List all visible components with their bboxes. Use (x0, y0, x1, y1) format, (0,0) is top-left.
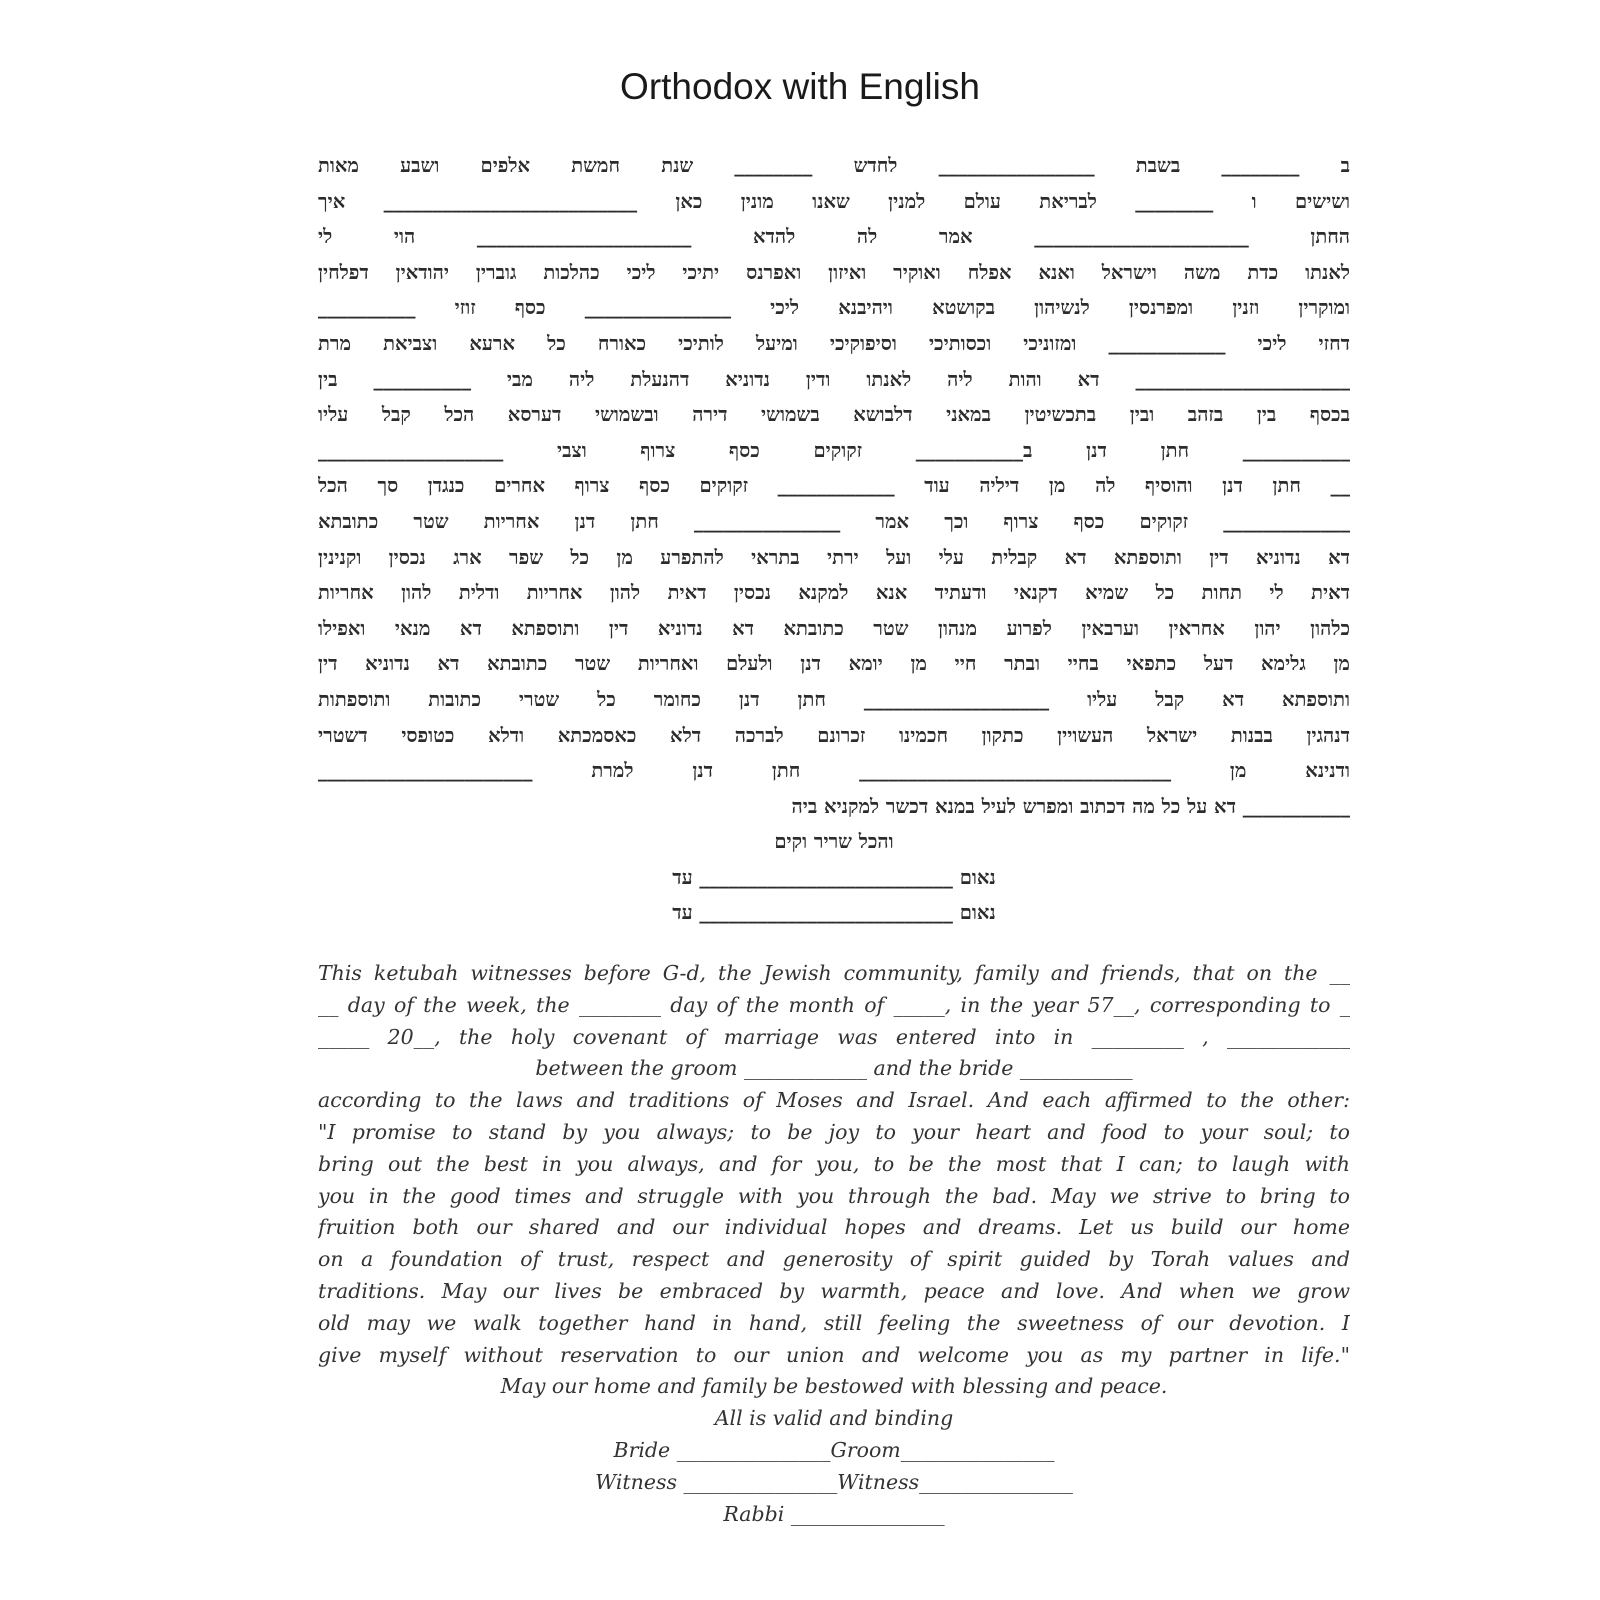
english-line: fruition both our shared and our individual hopes and dreams. Let us build our home (318, 1215, 1350, 1240)
hebrew-line: ב ________ בשבת ________________ לחדש ________ שנת חמשת אלפים ושבע מאות (318, 154, 1350, 177)
hebrew-line: מן גלימא דעל כתפאי בחיי ובתר חיי מן יומא דנן ולעלם ואחריות שטר כתובתא דא נדוניא דין (318, 652, 1350, 676)
hebrew-line: ותוספתא דא קבל עליו ___________________ חתן דנן כחומר כל שטרי כתובות ותוספתות (318, 687, 1350, 711)
hebrew-line: ______________________ דא והות ליה לאנתו ודין נדוניא דהנעלת ליה מבי __________ בין (318, 367, 1350, 391)
hebrew-line: ושישים ו ________ לבריאת עולם למנין שאנו מונין כאן __________________________ איך (318, 189, 1350, 213)
hebrew-line: __ חתן דנן והוסיף לה מן דיליה עוד ____________ זקוקים כסף צרוף אחרים כנגדן סך הכל (318, 474, 1350, 498)
hebrew-line: דאית לי תחות כל שמיא דקנאי ודעתיד אנא למקנא נכסין דאית להון אחריות ודלית להון אחריות (318, 581, 1350, 605)
english-line: you in the good times and struggle with you through the bad. May we strive to bring to (318, 1183, 1350, 1208)
english-line: _____ 20__, the holy covenant of marriage was entered into in _________ , ____________ (318, 1024, 1350, 1049)
hebrew-line: בכסף בין בזהב ובין בתכשיטין במאני דלבושא בשמושי דירה ובשמושי דערסא הכל קבל עליו (318, 403, 1350, 427)
hebrew-line: דנהגין בבנות ישראל העשויין כתקון חכמינו זכרונם לברכה דלא כאסמכתא ודלא כטופסי דשטרי (318, 723, 1350, 747)
english-line: __ day of the week, the ________ day of the month of _____, in the year 57__, corresponding to _ (318, 992, 1350, 1017)
hebrew-line: ומוקרין וזנין ומפרנסין לנשיהון בקושטא ויהיבנא ליכי _______________ כסף זוזי __________ (318, 296, 1350, 320)
hebrew-line: ודנינא מן ________________________________ חתן דנן למרת ______________________ (318, 759, 1350, 783)
hebrew-line: _____________ זקוקים כסף צרוף וכך אמר _______________ חתן דנן אחריות שטר כתובתא (318, 509, 1350, 533)
signature-line-rabbi: Rabbi _______________ (723, 1501, 945, 1526)
english-text-block (318, 958, 1350, 1530)
english-line: traditions. May our lives be embraced by warmth, peace and love. And when we grow (318, 1278, 1350, 1303)
english-line: bring out the best in you always, and for you, to be the most that I can; to laugh with (318, 1151, 1350, 1176)
english-line: "I promise to stand by you always; to be joy to your heart and food to your soul; to (318, 1119, 1350, 1144)
hebrew-witness-line: נאום __________________________ עד (672, 901, 996, 925)
hebrew-witness-line: נאום __________________________ עד (672, 865, 996, 889)
english-line: on a foundation of trust, respect and generosity of spirit guided by Torah values and (318, 1247, 1350, 1272)
english-blessing-line: May our home and family be bestowed with blessing and peace. (500, 1374, 1168, 1399)
english-valid-line: All is valid and binding (714, 1406, 954, 1431)
english-line: according to the laws and traditions of Moses and Israel. And each affirmed to the other: (318, 1088, 1350, 1113)
hebrew-line: ___________ חתן דנן ב___________ זקוקים כסף צרוף וצבי ___________________ (318, 438, 1350, 462)
english-line: give myself without reservation to our union and welcome you as my partner in life." (318, 1342, 1350, 1367)
hebrew-line: החתן ______________________ אמר לה להדא ______________________ הוי לי (318, 225, 1350, 249)
hebrew-closing-line: והכל שריר וקים (774, 830, 894, 854)
page-title: Orthodox with English (620, 66, 980, 107)
hebrew-line: לאנתו כדת משה וישראל ואנא אפלח ואוקיר ואיזון ואפרנס יתיכי ליכי כהלכות גוברין יהודאין דפלחין (318, 260, 1350, 284)
hebrew-line: כלהון יהון אחראין וערבאין לפרוע מנהון שטר כתובתא דא נדוניא דין ותוספתא דא מנאי ואפילו (318, 616, 1350, 640)
hebrew-line: ___________ דא על כל מה דכתוב ומפרש לעיל במנא דכשר למקניא ביה (791, 794, 1350, 818)
hebrew-line: דא נדוניא דין ותוספתא דא קבלית עלי ועל ירתי בתראי להתפרע מן כל שפר ארג נכסין וקנינין (318, 545, 1350, 569)
english-line: old may we walk together hand in hand, still feeling the sweetness of our devotion. I (318, 1310, 1350, 1335)
hebrew-line: דחזי ליכי ____________ ומזוניכי וכסותיכי וסיפוקיכי ומיעל לותיכי כאורח כל ארעא וצביאת מרת (318, 331, 1350, 355)
english-line: between the groom ____________ and the bride ___________ (535, 1056, 1133, 1081)
signature-line-witnesses: Witness _______________Witness_______________ (595, 1469, 1073, 1494)
signature-line-bride-groom: Bride _______________Groom_______________ (613, 1437, 1055, 1462)
hebrew-text-block (318, 148, 1350, 931)
english-line: This ketubah witnesses before G-d, the Jewish community, family and friends, that on the __ (318, 961, 1350, 985)
